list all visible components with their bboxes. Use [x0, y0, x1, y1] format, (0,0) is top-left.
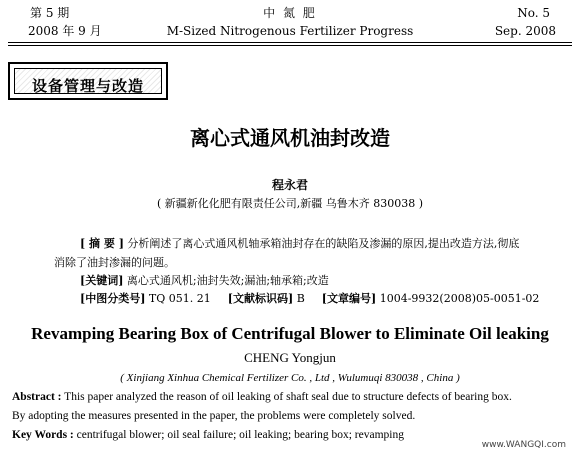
- author-zh: 程永君: [271, 178, 308, 192]
- section-label: 设备管理与改造: [31, 77, 144, 95]
- article-title-en: Revamping Bearing Box of Centrifugal Blower to Eliminate Oil leaking: [31, 324, 549, 343]
- header-journal-zh: 中 氮 肥: [263, 6, 317, 20]
- article-no-value: 1004-9932(2008)05-0051-02: [379, 292, 540, 305]
- abstract-label-zh: [ 摘 要 ]: [80, 237, 124, 250]
- affiliation-en: ( Xinjiang Xinhua Chemical Fertilizer Co. , Ltd , Wulumuqi 830038 , China ): [120, 372, 460, 384]
- abstract-text-zh-2: 消除了油封渗漏的问题。: [54, 256, 175, 269]
- keywords-label-en: Key Words :: [12, 429, 74, 441]
- abstract-text-en-2: By adopting the measures presented in the paper, the problems were completely solved.: [12, 410, 416, 422]
- doc-code-label: [文献标识码]: [227, 292, 294, 305]
- article-title-zh: 离心式通风机油封改造: [190, 126, 390, 150]
- header-rule: [8, 42, 572, 43]
- section-banner: [8, 62, 168, 100]
- article-no-label: [文章编号]: [321, 292, 377, 305]
- header-journal-en: M-Sized Nitrogenous Fertilizer Progress: [166, 24, 414, 38]
- author-en: CHENG Yongjun: [244, 350, 336, 365]
- keywords-text-zh: 离心式通风机;油封失效;漏油;轴承箱;改造: [126, 274, 329, 287]
- doc-code-value: B: [296, 292, 305, 305]
- watermark: www.WANGQI.com: [481, 440, 566, 450]
- header-date-zh: 2008 年 9 月: [28, 24, 102, 38]
- clc-label: [中图分类号]: [80, 292, 146, 305]
- header-date-en: Sep. 2008: [494, 24, 556, 38]
- affiliation-zh: ( 新疆新化化肥有限责任公司,新疆 乌鲁木齐 830038 ): [156, 197, 424, 210]
- header-issue-en: No. 5: [517, 6, 550, 20]
- header-rule-secondary: [8, 45, 572, 46]
- keywords-label-zh: [关键词]: [80, 274, 124, 287]
- header-issue-zh: 第 5 期: [30, 6, 70, 20]
- abstract-zh-line1: [80, 237, 519, 251]
- classification-line-zh: [80, 292, 539, 306]
- clc-value: TQ 051. 21: [148, 292, 211, 305]
- keywords-zh: [80, 274, 329, 288]
- abstract-label-en: Abstract :: [12, 391, 62, 403]
- abstract-text-zh-1: 分析阐述了离心式通风机轴承箱油封存在的缺陷及渗漏的原因,提出改造方法,彻底: [127, 237, 520, 250]
- section-banner-inner: [14, 68, 162, 94]
- keywords-text-en: centrifugal blower; oil seal failure; oil leaking; bearing box; revamping: [76, 429, 404, 441]
- keywords-en: [12, 428, 404, 442]
- abstract-text-en-1: This paper analyzed the reason of oil leaking of shaft seal due to structure defects of bearing box.: [64, 391, 512, 403]
- abstract-en-line1: [12, 390, 512, 404]
